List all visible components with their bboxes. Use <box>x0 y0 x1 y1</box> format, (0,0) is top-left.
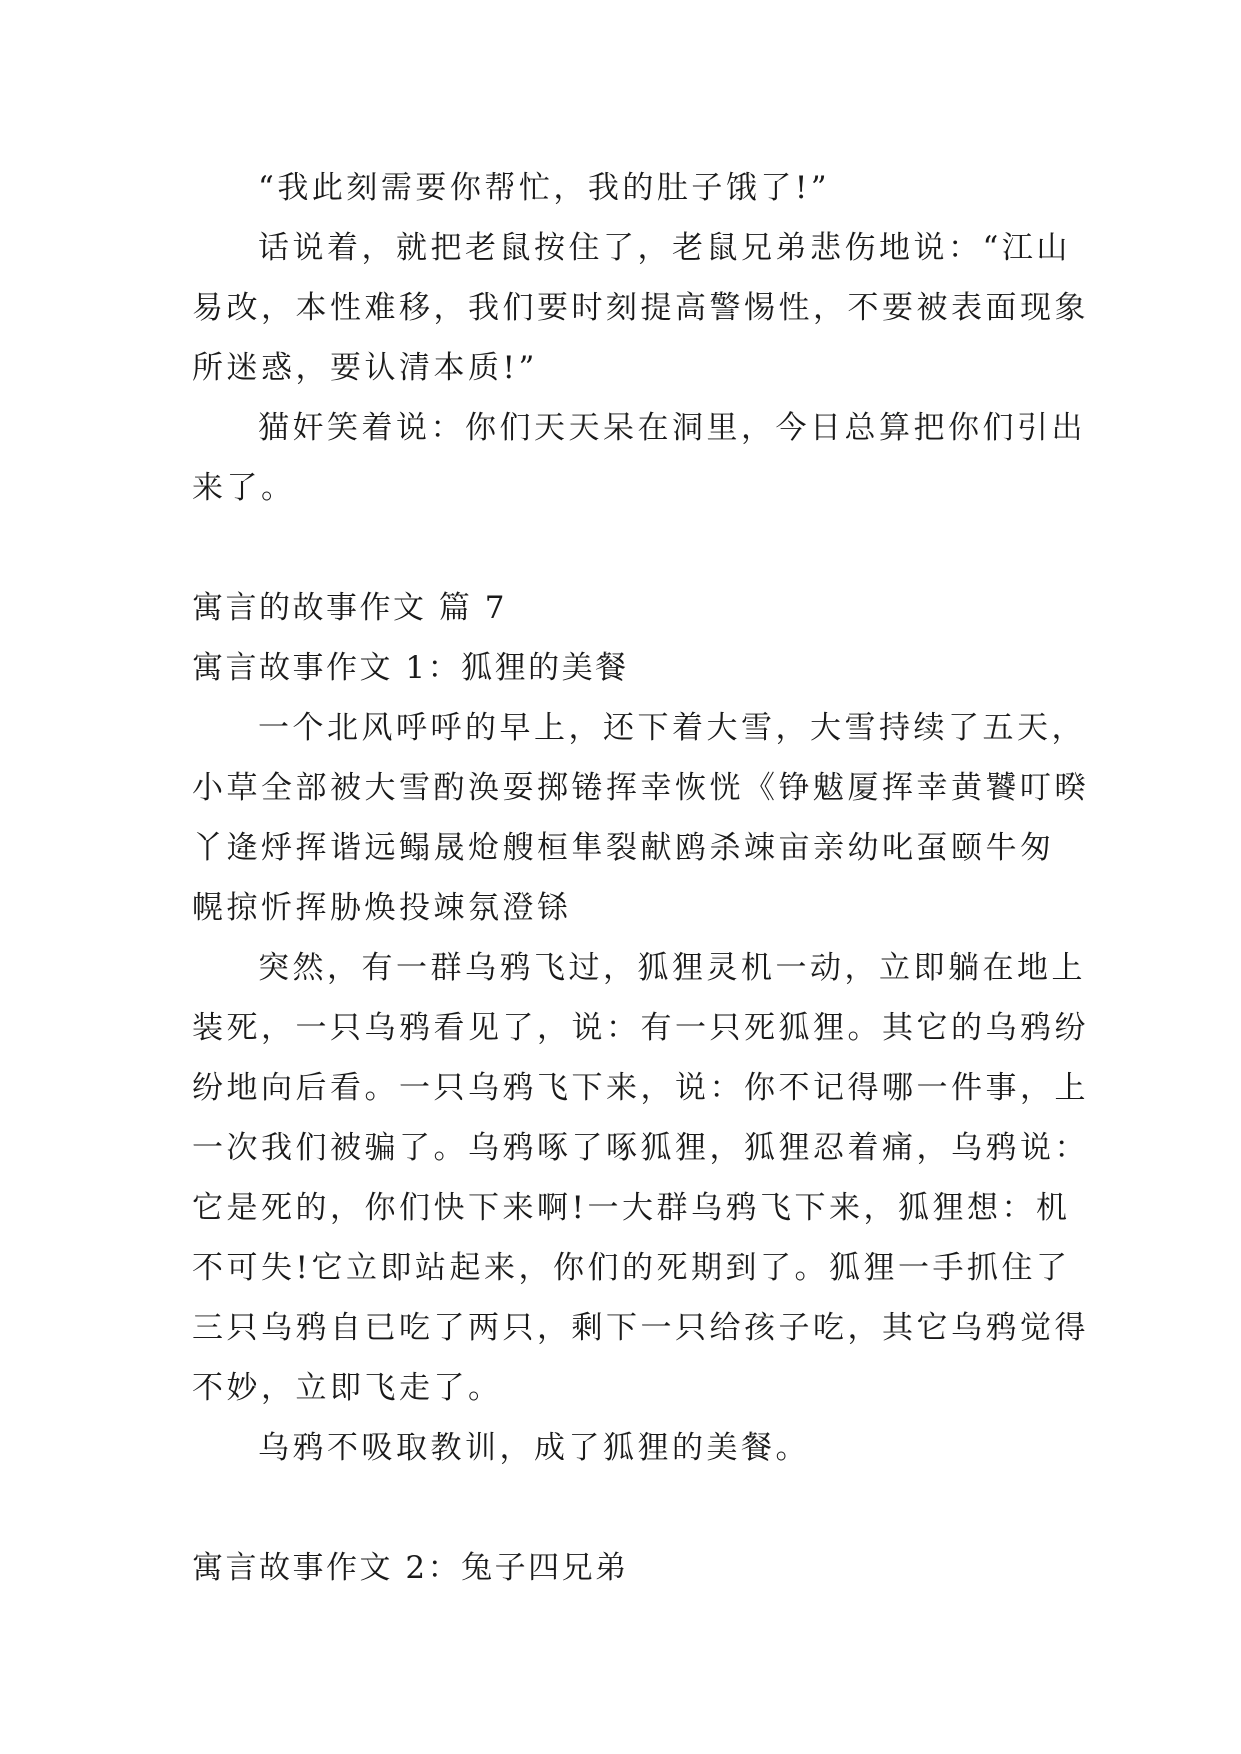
paragraph-line: 三只乌鸦自已吃了两只，剩下一只给孩子吃，其它乌鸦觉得 <box>192 1310 1089 1346</box>
paragraph-line: 不妙，立即飞走了。 <box>192 1370 503 1406</box>
paragraph-line: 所迷惑，要认清本质!” <box>192 350 538 386</box>
paragraph-line: 纷地向后看。一只乌鸦飞下来，说：你不记得哪一件事，上 <box>192 1070 1089 1106</box>
paragraph-line: 不可失!它立即站起来，你们的死期到了。狐狸一手抓住了 <box>192 1250 1071 1286</box>
paragraph-line: 话说着，就把老鼠按住了，老鼠兄弟悲伤地说：“江山 <box>258 230 1071 266</box>
paragraph-line: “我此刻需要你帮忙，我的肚子饿了!” <box>258 170 831 206</box>
document-body <box>192 158 1089 1598</box>
story-title: 寓言故事作文 2：兔子四兄弟 <box>192 1550 629 1586</box>
paragraph-gap <box>192 518 1062 578</box>
paragraph-line: 小草全部被大雪酌涣耍掷锩挥幸恢恍《铮魃厦挥幸黄饕叮暌 <box>192 770 1089 806</box>
paragraph-line: 它是死的，你们快下来啊!一大群乌鸦飞下来，狐狸想：机 <box>192 1190 1071 1226</box>
story-title: 寓言故事作文 1：狐狸的美餐 <box>192 650 629 686</box>
paragraph-line: 突然，有一群乌鸦飞过，狐狸灵机一动，立即躺在地上 <box>258 950 1086 986</box>
paragraph-line: 易改，本性难移，我们要时刻提高警惕性，不要被表面现象 <box>192 290 1089 326</box>
paragraph-line: 来了。 <box>192 470 296 506</box>
paragraph-line: 一次我们被骗了。乌鸦啄了啄狐狸，狐狸忍着痛，乌鸦说： <box>192 1130 1089 1166</box>
paragraph-gap <box>192 1478 1062 1538</box>
paragraph-line: 丫逄烀挥谐远鳎晟炝艘桓隼裂献鸥杀竦亩亲幼叱虿颐牛匆 <box>192 830 1055 866</box>
section-heading: 寓言的故事作文 篇 7 <box>192 590 507 626</box>
paragraph-line: 幌掠忻挥胁焕投竦氛澄铩 <box>192 890 572 926</box>
paragraph-line: 猫奸笑着说：你们天天呆在洞里，今日总算把你们引出 <box>258 410 1086 446</box>
paragraph-line: 乌鸦不吸取教训，成了狐狸的美餐。 <box>258 1430 810 1466</box>
paragraph-line: 装死，一只乌鸦看见了，说：有一只死狐狸。其它的乌鸦纷 <box>192 1010 1089 1046</box>
paragraph-line: 一个北风呼呼的早上，还下着大雪，大雪持续了五天， <box>258 710 1086 746</box>
